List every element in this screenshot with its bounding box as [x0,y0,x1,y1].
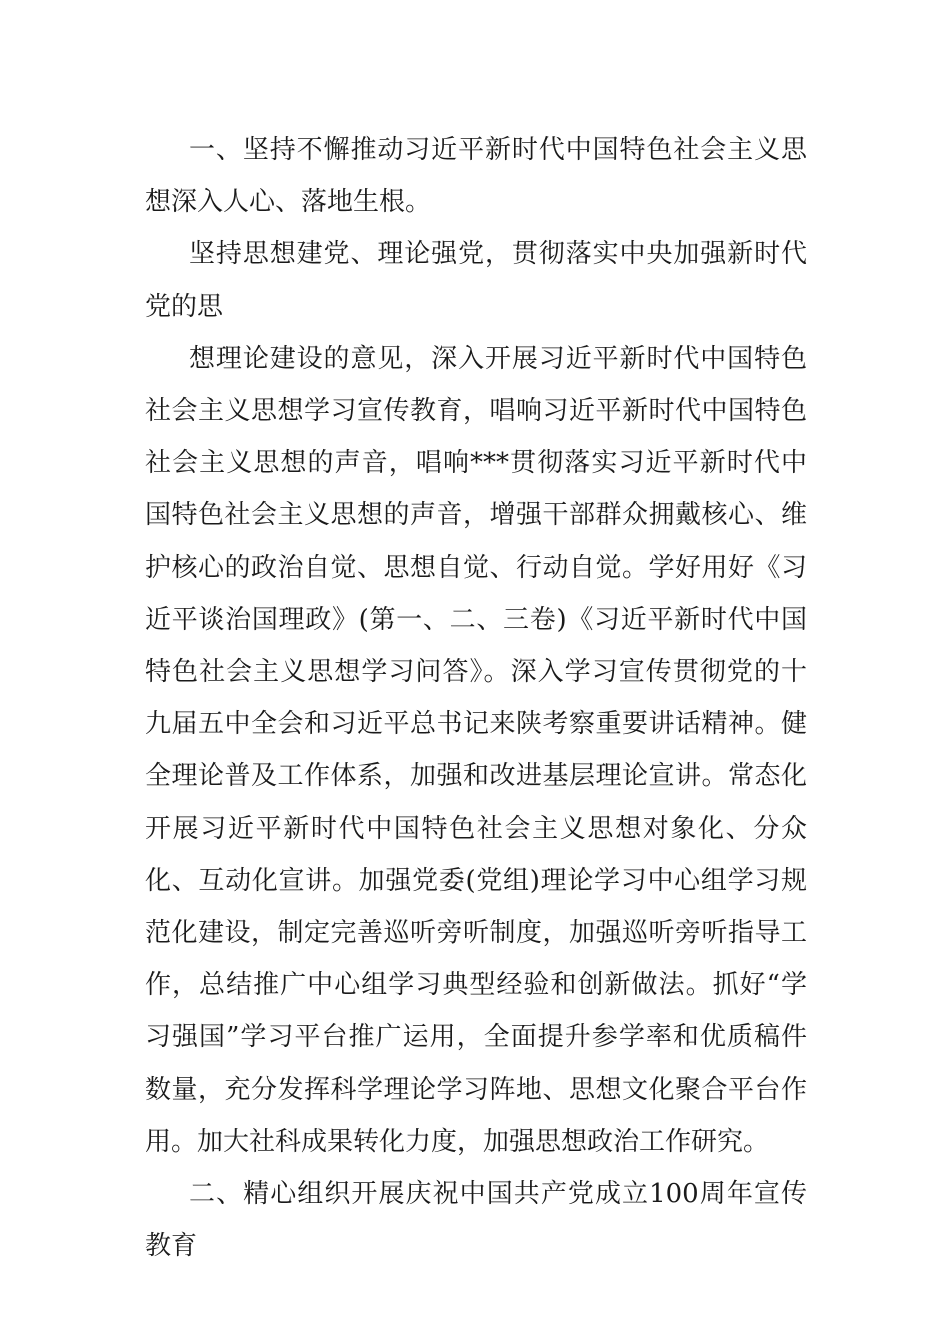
section-heading-1: 一、坚持不懈推动习近平新时代中国特色社会主义思想深入人心、落地生根。 [145,135,807,218]
body-paragraph-2: 想理论建设的意见，深入开展习近平新时代中国特色社会主义思想学习宣传教育，唱响习近平新时代中国特色社会主义思想的声音，唱响***贯彻落实习近平新时代中国特色社会主义思想的声音，增强干部群众拥戴核心、维护核心的政治自觉、思想自觉、行动自觉。学好用好《习近平谈治国理政》(第一、二、三卷)《习近平新时代中国特色社会主义思想学习问答》。深入学习宣传贯彻党的十九届五中全会和习近平总书记来陕考察重要讲话精神。健全理论普及工作体系，加强和改进基层理论宣讲。常态化开展习近平新时代中国特色社会主义思想对象化、分众化、互动化宣讲。加强党委(党组)理论学习中心组学习规范化建设，制定完善巡听旁听制度，加强巡听旁听指导工作，总结推广中心组学习典型经验和创新做法。抓好“学习强国”学习平台推广运用，全面提升参学率和优质稿件数量，充分发挥科学理论学习阵地、思想文化聚合平台作用。加大社科成果转化力度，加强思想政治工作研究。 [145,343,807,1157]
document-body [145,124,807,1272]
section-heading-2: 二、精心组织开展庆祝中国共产党成立100周年宣传教育 [145,1179,807,1262]
body-paragraph-1: 坚持思想建党、理论强党，贯彻落实中央加强新时代党的思 [145,239,807,322]
